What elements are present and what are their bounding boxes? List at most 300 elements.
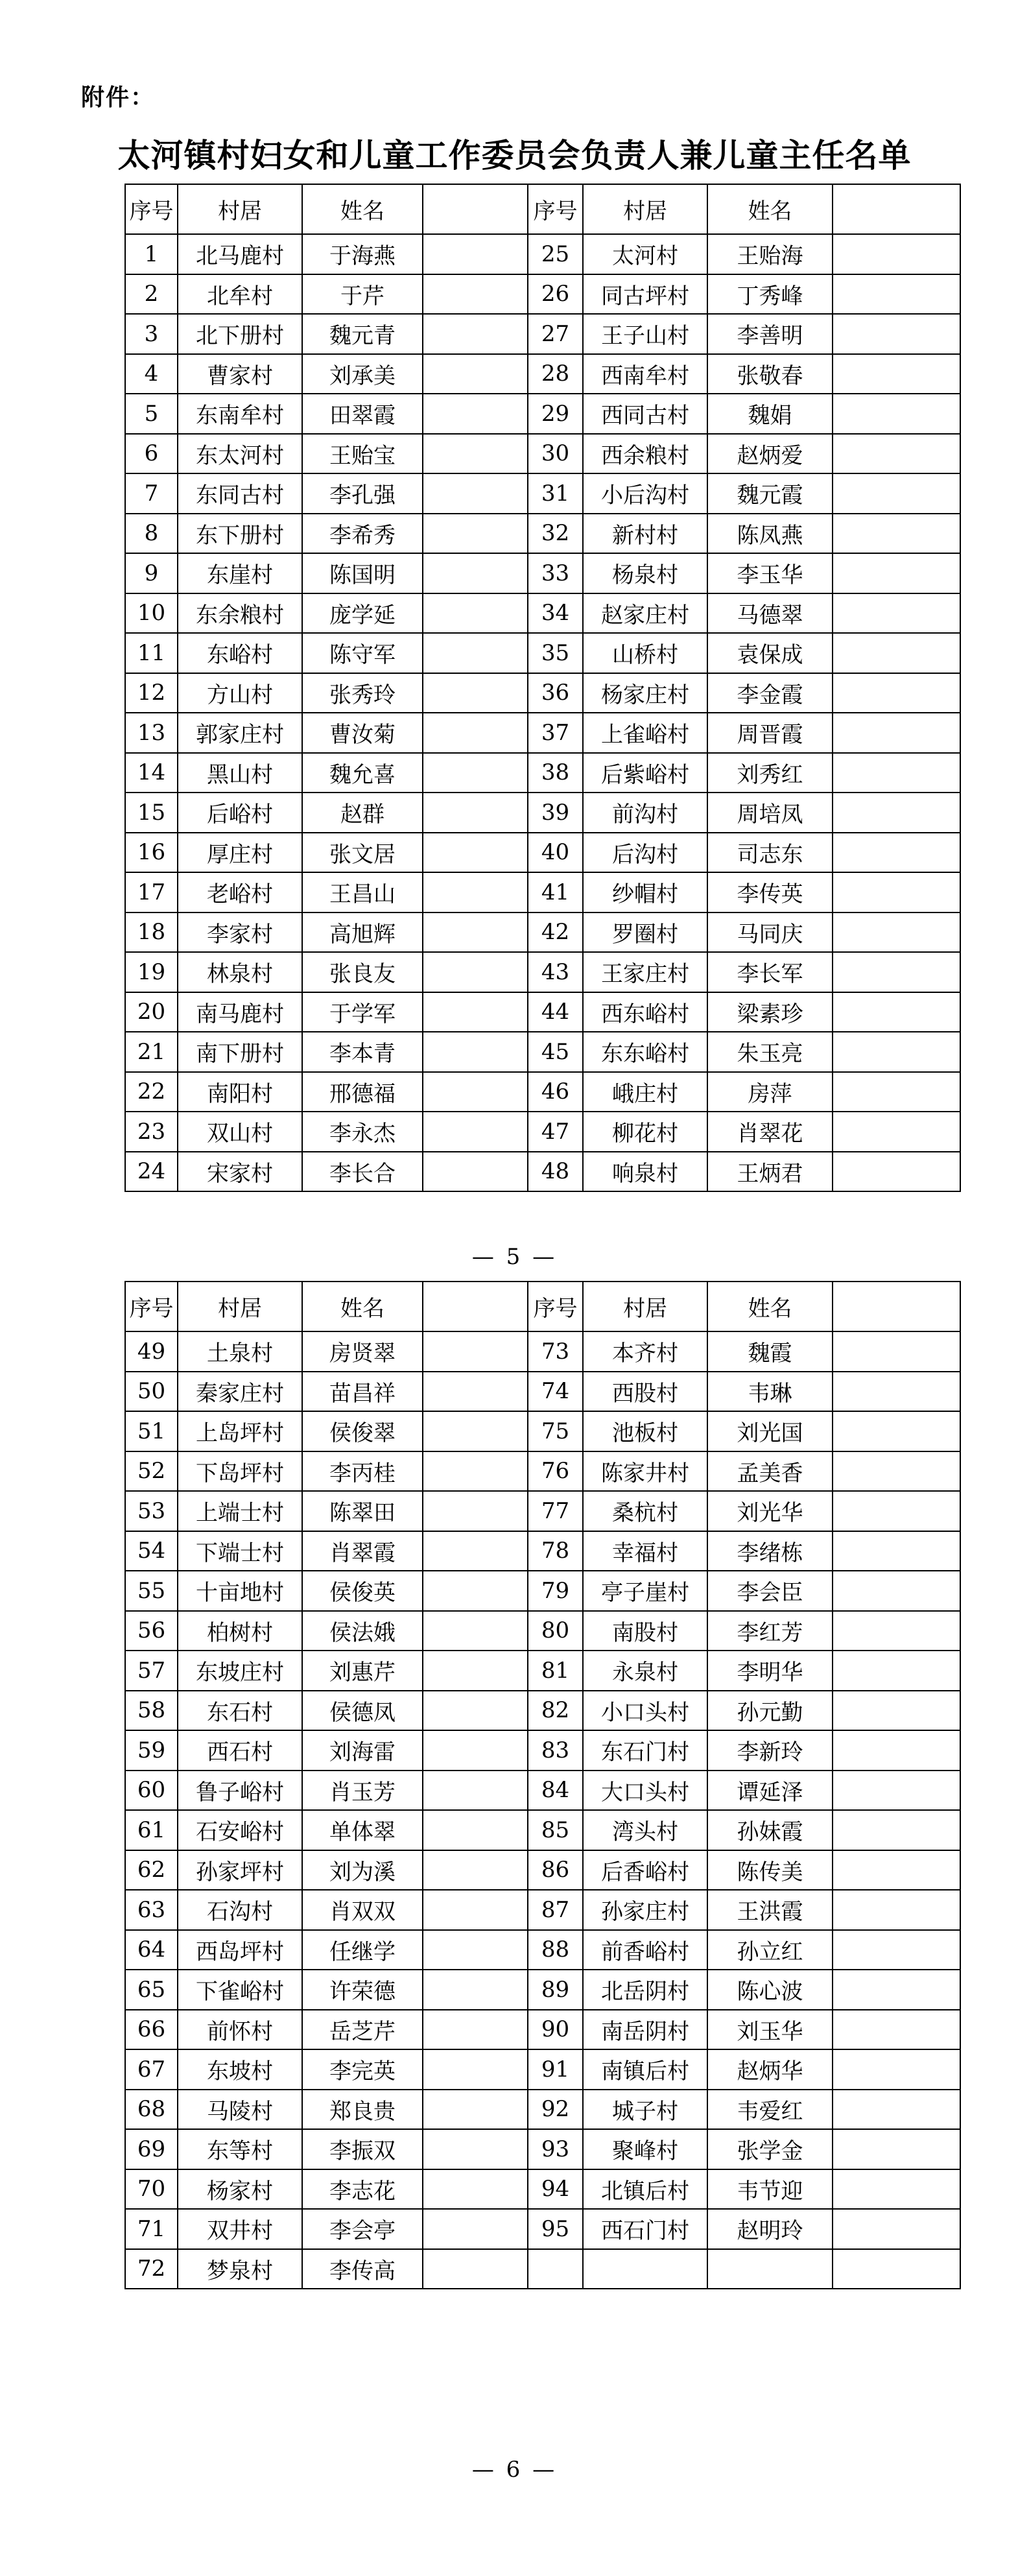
name-cell: 李孔强 [302, 473, 423, 514]
page-number-5: — 5 — [471, 1244, 558, 1270]
column-header-spacer [833, 184, 960, 234]
spacer-cell [423, 1930, 528, 1970]
village-cell: 西石村 [178, 1730, 302, 1771]
column-header-serial-left: 序号 [125, 184, 178, 234]
serial-cell: 52 [125, 1451, 178, 1492]
serial-cell: 40 [528, 833, 583, 873]
name-cell: 张秀玲 [302, 673, 423, 713]
village-cell: 鲁子峪村 [178, 1771, 302, 1811]
table-row [125, 354, 960, 394]
spacer-cell [833, 633, 960, 673]
column-header-village-right: 村居 [583, 184, 707, 234]
name-cell: 李会亭 [302, 2209, 423, 2249]
serial-cell: 87 [528, 1890, 583, 1930]
village-cell: 杨家村 [178, 2169, 302, 2210]
serial-cell: 9 [125, 553, 178, 593]
column-header-village-left: 村居 [178, 1282, 302, 1331]
spacer-cell [423, 793, 528, 833]
spacer-cell [833, 1152, 960, 1192]
serial-cell: 82 [528, 1691, 583, 1731]
spacer-cell [423, 1152, 528, 1192]
spacer-cell [423, 1691, 528, 1731]
name-cell: 侯俊英 [302, 1571, 423, 1611]
spacer-cell [423, 1810, 528, 1850]
table-row [125, 473, 960, 514]
serial-cell: 70 [125, 2169, 178, 2210]
serial-cell: 79 [528, 1571, 583, 1611]
table-row [125, 713, 960, 753]
spacer-cell [423, 1411, 528, 1451]
spacer-cell [833, 2249, 960, 2289]
serial-cell: 47 [528, 1112, 583, 1152]
village-cell: 石安峪村 [178, 1810, 302, 1850]
name-cell: 刘秀红 [707, 753, 833, 793]
serial-cell: 66 [125, 2010, 178, 2050]
village-cell: 王家庄村 [583, 952, 707, 992]
village-cell: 小后沟村 [583, 473, 707, 514]
column-header-spacer [833, 1282, 960, 1331]
table-row [125, 1930, 960, 1970]
village-cell: 后峪村 [178, 793, 302, 833]
serial-cell: 29 [528, 394, 583, 434]
name-cell: 张文居 [302, 833, 423, 873]
village-cell: 东同古村 [178, 473, 302, 514]
table-row [125, 1890, 960, 1930]
serial-cell: 60 [125, 1771, 178, 1811]
serial-cell: 76 [528, 1451, 583, 1492]
name-cell: 李传高 [302, 2249, 423, 2289]
serial-cell: 7 [125, 473, 178, 514]
name-cell: 岳芝芹 [302, 2010, 423, 2050]
spacer-cell [423, 2249, 528, 2289]
village-cell: 前香峪村 [583, 1930, 707, 1970]
spacer-cell [833, 514, 960, 554]
name-cell: 庞学延 [302, 593, 423, 634]
spacer-cell [833, 274, 960, 315]
column-header-serial-right: 序号 [528, 1282, 583, 1331]
village-cell: 老峪村 [178, 872, 302, 912]
header-row [125, 1282, 960, 1331]
table-row [125, 1611, 960, 1651]
table-row [125, 753, 960, 793]
serial-cell [528, 2249, 583, 2289]
spacer-cell [833, 1331, 960, 1372]
serial-cell: 12 [125, 673, 178, 713]
spacer-cell [833, 394, 960, 434]
serial-cell: 86 [528, 1850, 583, 1890]
serial-cell: 22 [125, 1072, 178, 1112]
table-row [125, 2010, 960, 2050]
spacer-cell [423, 1112, 528, 1152]
name-cell: 房萍 [707, 1072, 833, 1112]
table-row [125, 553, 960, 593]
spacer-cell [833, 793, 960, 833]
name-cell: 张学金 [707, 2129, 833, 2169]
village-cell: 下雀峪村 [178, 1970, 302, 2010]
name-cell: 邢德福 [302, 1072, 423, 1112]
spacer-cell [833, 1930, 960, 1970]
spacer-cell [423, 1451, 528, 1492]
village-cell: 北下册村 [178, 314, 302, 354]
serial-cell: 15 [125, 793, 178, 833]
serial-cell: 10 [125, 593, 178, 634]
serial-cell: 27 [528, 314, 583, 354]
spacer-cell [833, 1730, 960, 1771]
spacer-cell [423, 354, 528, 394]
name-cell: 李振双 [302, 2129, 423, 2169]
village-cell: 西南牟村 [583, 354, 707, 394]
name-cell: 刘光华 [707, 1491, 833, 1531]
serial-cell: 48 [528, 1152, 583, 1192]
header-row [125, 184, 960, 234]
name-cell: 梁素珍 [707, 992, 833, 1032]
spacer-cell [833, 1491, 960, 1531]
spacer-cell [833, 1691, 960, 1731]
name-cell: 孙立红 [707, 1930, 833, 1970]
name-cell: 丁秀峰 [707, 274, 833, 315]
name-cell: 刘玉华 [707, 2010, 833, 2050]
spacer-cell [833, 1651, 960, 1691]
spacer-cell [833, 2209, 960, 2249]
name-cell: 刘承美 [302, 354, 423, 394]
serial-cell: 73 [528, 1331, 583, 1372]
spacer-cell [833, 1112, 960, 1152]
village-cell: 北马鹿村 [178, 234, 302, 274]
village-cell: 杨泉村 [583, 553, 707, 593]
village-cell: 西同古村 [583, 394, 707, 434]
village-cell: 南镇后村 [583, 2049, 707, 2090]
table-row [125, 952, 960, 992]
name-cell: 张敬春 [707, 354, 833, 394]
village-cell: 东南牟村 [178, 394, 302, 434]
column-header-serial-right: 序号 [528, 184, 583, 234]
spacer-cell [833, 753, 960, 793]
serial-cell: 59 [125, 1730, 178, 1771]
table-row [125, 1850, 960, 1890]
name-cell: 陈国明 [302, 553, 423, 593]
village-cell: 王子山村 [583, 314, 707, 354]
village-cell: 方山村 [178, 673, 302, 713]
name-cell: 韦节迎 [707, 2169, 833, 2210]
serial-cell: 17 [125, 872, 178, 912]
village-cell: 南下册村 [178, 1032, 302, 1072]
spacer-cell [833, 1451, 960, 1492]
village-cell: 赵家庄村 [583, 593, 707, 634]
name-cell: 任继学 [302, 1930, 423, 1970]
serial-cell: 58 [125, 1691, 178, 1731]
village-cell: 下岛坪村 [178, 1451, 302, 1492]
spacer-cell [423, 2209, 528, 2249]
serial-cell: 84 [528, 1771, 583, 1811]
village-cell: 南股村 [583, 1611, 707, 1651]
roster-body-page-5 [125, 234, 960, 1191]
village-cell: 城子村 [583, 2090, 707, 2130]
village-cell: 北牟村 [178, 274, 302, 315]
name-cell: 赵群 [302, 793, 423, 833]
village-cell: 东下册村 [178, 514, 302, 554]
spacer-cell [833, 673, 960, 713]
spacer-cell [833, 314, 960, 354]
name-cell: 李传英 [707, 872, 833, 912]
serial-cell: 23 [125, 1112, 178, 1152]
column-header-name-right: 姓名 [707, 1282, 833, 1331]
serial-cell: 53 [125, 1491, 178, 1531]
name-cell: 李红芳 [707, 1611, 833, 1651]
serial-cell: 18 [125, 912, 178, 953]
name-cell: 李会臣 [707, 1571, 833, 1611]
name-cell: 侯俊翠 [302, 1411, 423, 1451]
village-cell: 东石门村 [583, 1730, 707, 1771]
name-cell: 田翠霞 [302, 394, 423, 434]
village-cell: 大口头村 [583, 1771, 707, 1811]
spacer-cell [423, 274, 528, 315]
name-cell: 侯法娥 [302, 1611, 423, 1651]
village-cell: 东余粮村 [178, 593, 302, 634]
serial-cell: 85 [528, 1810, 583, 1850]
table-row [125, 434, 960, 474]
table-row [125, 2129, 960, 2169]
spacer-cell [833, 1890, 960, 1930]
table-row [125, 2049, 960, 2090]
spacer-cell [833, 1771, 960, 1811]
name-cell: 李希秀 [302, 514, 423, 554]
table-row [125, 912, 960, 953]
village-cell: 响泉村 [583, 1152, 707, 1192]
table-row [125, 1072, 960, 1112]
village-cell: 幸福村 [583, 1531, 707, 1571]
serial-cell: 3 [125, 314, 178, 354]
serial-cell: 46 [528, 1072, 583, 1112]
serial-cell: 88 [528, 1930, 583, 1970]
village-cell: 峨庄村 [583, 1072, 707, 1112]
table-row [125, 394, 960, 434]
spacer-cell [423, 1491, 528, 1531]
serial-cell: 51 [125, 1411, 178, 1451]
serial-cell: 68 [125, 2090, 178, 2130]
name-cell: 李完英 [302, 2049, 423, 2090]
serial-cell: 21 [125, 1032, 178, 1072]
village-cell: 西石门村 [583, 2209, 707, 2249]
name-cell: 朱玉亮 [707, 1032, 833, 1072]
serial-cell: 94 [528, 2169, 583, 2210]
name-cell: 韦爱红 [707, 2090, 833, 2130]
serial-cell: 78 [528, 1531, 583, 1571]
spacer-cell [833, 1072, 960, 1112]
village-cell: 双井村 [178, 2209, 302, 2249]
name-cell: 李志花 [302, 2169, 423, 2210]
serial-cell: 36 [528, 673, 583, 713]
serial-cell: 24 [125, 1152, 178, 1192]
serial-cell: 89 [528, 1970, 583, 2010]
spacer-cell [833, 1032, 960, 1072]
name-cell: 肖翠霞 [302, 1531, 423, 1571]
serial-cell: 49 [125, 1331, 178, 1372]
spacer-cell [423, 633, 528, 673]
village-cell: 西余粮村 [583, 434, 707, 474]
village-cell: 永泉村 [583, 1651, 707, 1691]
village-cell: 桑杭村 [583, 1491, 707, 1531]
name-cell: 李明华 [707, 1651, 833, 1691]
spacer-cell [833, 1411, 960, 1451]
name-cell: 曹汝菊 [302, 713, 423, 753]
name-cell: 李长军 [707, 952, 833, 992]
serial-cell: 31 [528, 473, 583, 514]
name-cell: 马同庆 [707, 912, 833, 953]
village-cell: 郭家庄村 [178, 713, 302, 753]
spacer-cell [833, 1810, 960, 1850]
name-cell: 李本青 [302, 1032, 423, 1072]
name-cell: 赵明玲 [707, 2209, 833, 2249]
spacer-cell [423, 1571, 528, 1611]
serial-cell: 77 [528, 1491, 583, 1531]
serial-cell: 45 [528, 1032, 583, 1072]
village-cell: 后香峪村 [583, 1850, 707, 1890]
village-cell: 杨家庄村 [583, 673, 707, 713]
spacer-cell [423, 553, 528, 593]
table-row [125, 872, 960, 912]
spacer-cell [833, 2010, 960, 2050]
spacer-cell [423, 1771, 528, 1811]
village-cell: 前怀村 [178, 2010, 302, 2050]
roster-table-page-5 [124, 184, 961, 1192]
serial-cell: 95 [528, 2209, 583, 2249]
name-cell: 苗昌祥 [302, 1372, 423, 1412]
name-cell: 赵炳华 [707, 2049, 833, 2090]
name-cell: 李金霞 [707, 673, 833, 713]
serial-cell: 55 [125, 1571, 178, 1611]
spacer-cell [423, 394, 528, 434]
spacer-cell [423, 673, 528, 713]
name-cell: 孙元勤 [707, 1691, 833, 1731]
serial-cell: 50 [125, 1372, 178, 1412]
village-cell: 东东峪村 [583, 1032, 707, 1072]
village-cell: 下端士村 [178, 1531, 302, 1571]
serial-cell: 93 [528, 2129, 583, 2169]
roster-table-page-6 [124, 1281, 961, 2289]
name-cell: 侯德凤 [302, 1691, 423, 1731]
village-cell: 石沟村 [178, 1890, 302, 1930]
village-cell: 东崖村 [178, 553, 302, 593]
table-row [125, 833, 960, 873]
table-row [125, 2090, 960, 2130]
name-cell: 王洪霞 [707, 1890, 833, 1930]
serial-cell: 6 [125, 434, 178, 474]
serial-cell: 37 [528, 713, 583, 753]
village-cell: 西东峪村 [583, 992, 707, 1032]
spacer-cell [423, 514, 528, 554]
name-cell: 刘光国 [707, 1411, 833, 1451]
table-row [125, 2169, 960, 2210]
spacer-cell [833, 1571, 960, 1611]
village-cell: 西岛坪村 [178, 1930, 302, 1970]
village-cell: 黑山村 [178, 753, 302, 793]
serial-cell: 25 [528, 234, 583, 274]
table-row [125, 992, 960, 1032]
spacer-cell [833, 912, 960, 953]
table-row [125, 793, 960, 833]
table-row [125, 1152, 960, 1192]
spacer-cell [833, 1850, 960, 1890]
spacer-cell [423, 872, 528, 912]
village-cell: 梦泉村 [178, 2249, 302, 2289]
village-cell: 南阳村 [178, 1072, 302, 1112]
column-header-serial-left: 序号 [125, 1282, 178, 1331]
spacer-cell [833, 234, 960, 274]
spacer-cell [423, 1372, 528, 1412]
document-title: 太河镇村妇女和儿童工作委员会负责人兼儿童主任名单 [117, 136, 912, 174]
spacer-cell [423, 713, 528, 753]
name-cell: 魏霞 [707, 1331, 833, 1372]
table-row [125, 1531, 960, 1571]
name-cell: 于学军 [302, 992, 423, 1032]
spacer-cell [423, 992, 528, 1032]
village-cell: 罗圈村 [583, 912, 707, 953]
village-cell: 亭子崖村 [583, 1571, 707, 1611]
name-cell: 于芹 [302, 274, 423, 315]
name-cell: 王炳君 [707, 1152, 833, 1192]
spacer-cell [423, 1970, 528, 2010]
table-row [125, 1571, 960, 1611]
name-cell: 魏元青 [302, 314, 423, 354]
name-cell: 高旭辉 [302, 912, 423, 953]
village-cell: 北镇后村 [583, 2169, 707, 2210]
village-cell: 柳花村 [583, 1112, 707, 1152]
spacer-cell [423, 1032, 528, 1072]
spacer-cell [423, 952, 528, 992]
village-cell: 马陵村 [178, 2090, 302, 2130]
serial-cell: 71 [125, 2209, 178, 2249]
name-cell: 李永杰 [302, 1112, 423, 1152]
table-row [125, 234, 960, 274]
table-row [125, 1032, 960, 1072]
name-cell: 许荣德 [302, 1970, 423, 2010]
village-cell: 东等村 [178, 2129, 302, 2169]
village-cell: 小口头村 [583, 1691, 707, 1731]
serial-cell: 75 [528, 1411, 583, 1451]
spacer-cell [833, 1970, 960, 2010]
serial-cell: 34 [528, 593, 583, 634]
spacer-cell [833, 872, 960, 912]
column-header-village-right: 村居 [583, 1282, 707, 1331]
village-cell: 西股村 [583, 1372, 707, 1412]
column-header-spacer [423, 184, 528, 234]
spacer-cell [423, 912, 528, 953]
serial-cell: 19 [125, 952, 178, 992]
spacer-cell [833, 2129, 960, 2169]
village-cell: 同古坪村 [583, 274, 707, 315]
village-cell: 东太河村 [178, 434, 302, 474]
spacer-cell [833, 434, 960, 474]
village-cell: 前沟村 [583, 793, 707, 833]
village-cell: 聚峰村 [583, 2129, 707, 2169]
serial-cell: 14 [125, 753, 178, 793]
name-cell: 孟美香 [707, 1451, 833, 1492]
column-header-name-left: 姓名 [302, 1282, 423, 1331]
table-row [125, 1491, 960, 1531]
village-cell: 双山村 [178, 1112, 302, 1152]
table-row [125, 1810, 960, 1850]
serial-cell: 38 [528, 753, 583, 793]
name-cell: 于海燕 [302, 234, 423, 274]
serial-cell: 33 [528, 553, 583, 593]
spacer-cell [833, 2049, 960, 2090]
spacer-cell [423, 833, 528, 873]
name-cell: 单体翠 [302, 1810, 423, 1850]
village-cell: 南岳阴村 [583, 2010, 707, 2050]
table-row [125, 314, 960, 354]
spacer-cell [833, 833, 960, 873]
column-header-name-right: 姓名 [707, 184, 833, 234]
